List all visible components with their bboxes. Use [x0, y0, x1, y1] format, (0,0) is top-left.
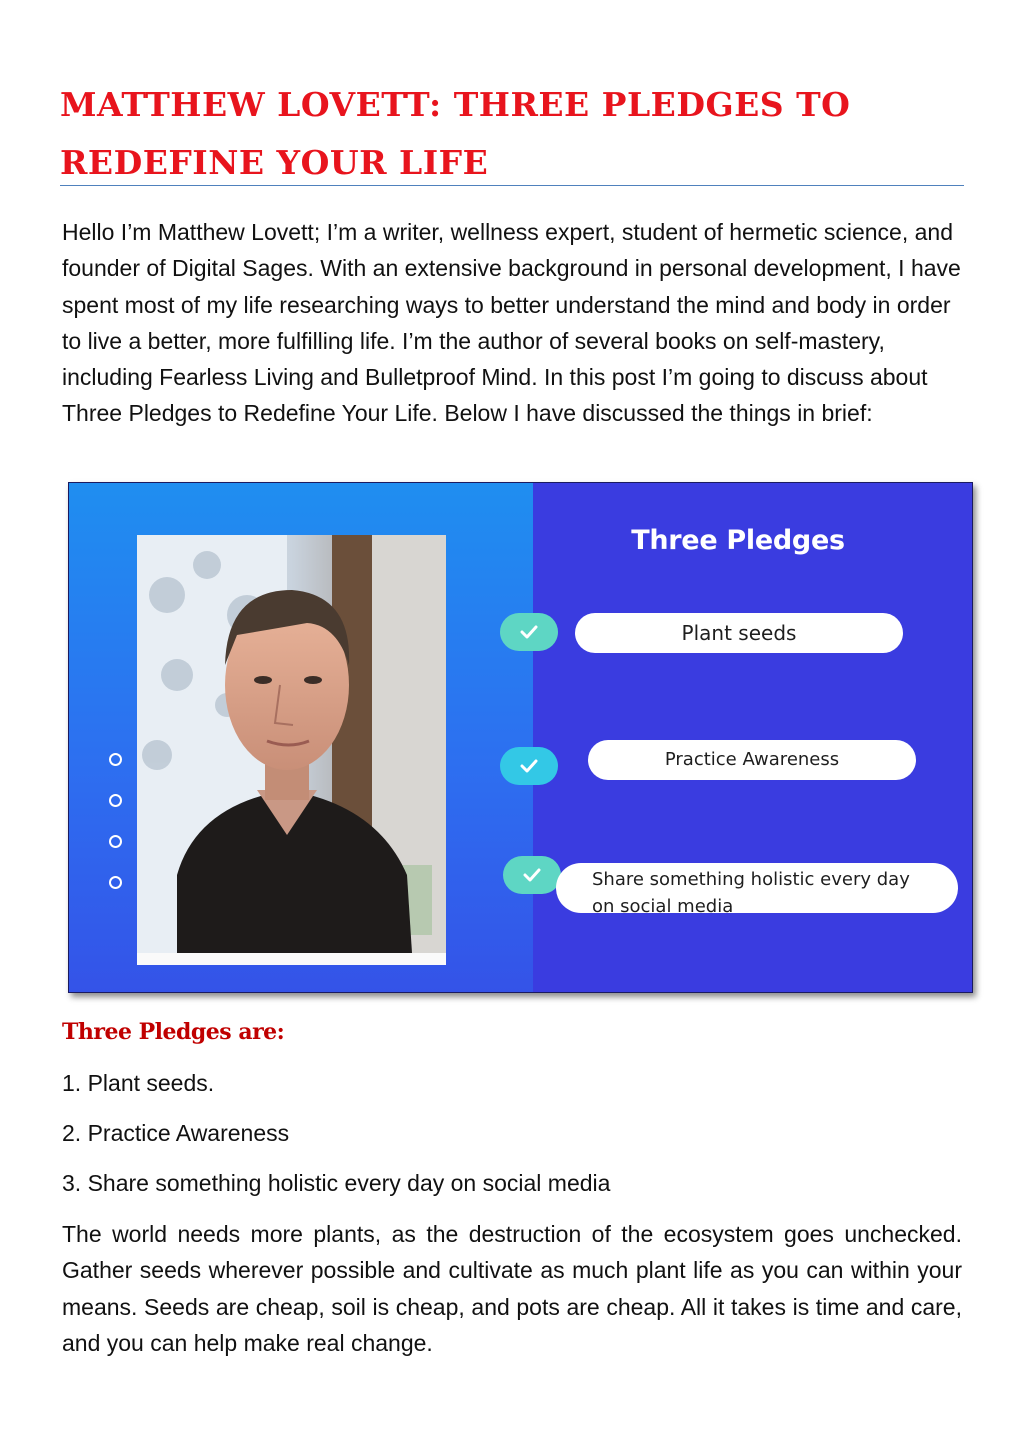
- pledge-pill-3: [556, 863, 958, 917]
- section-heading: Three Pledges are:: [62, 1019, 285, 1045]
- list-item: 1. Plant seeds.: [62, 1070, 215, 1096]
- intro-paragraph: Hello I’m Matthew Lovett; I’m a writer, wellness expert, student of hermetic science, and founder of Digital Sages. With an extensive background in personal development, I have spent most of my life researching ways to better understand the mind and body in order to live a better, more fulfilling life. I’m the author of several books on self-mastery, including Fearless Living and Bulletproof Mind. In this post I’m going to discuss about Three Pledges to Redefine Your Life. Below I have discussed the things in brief:: [62, 219, 961, 427]
- three-pledges-banner: [68, 482, 973, 993]
- pledge-pill-2: [588, 740, 916, 780]
- circle-dot-icon[interactable]: [109, 835, 122, 848]
- pledge-label: Share something holistic every day on social media: [592, 869, 910, 917]
- portrait-photo: [137, 535, 446, 965]
- banner-heading: Three Pledges: [631, 525, 845, 556]
- check-icon: [503, 856, 561, 894]
- list-item: 2. Practice Awareness: [62, 1120, 290, 1146]
- pledge-label: Plant seeds: [681, 621, 797, 645]
- page-title: MATTHEW LOVETT: THREE PLEDGES TO REDEFINE YOUR LIFE: [60, 85, 851, 182]
- check-icon: [500, 747, 558, 785]
- check-icon: [500, 613, 558, 651]
- body-paragraph: The world needs more plants, as the destruction of the ecosystem goes unchecked. Gather seeds wherever possible and cultivate as much plant life as you can within your means. Seeds are cheap, soil is cheap, and pots are cheap. All it takes is time and care, and you can help make real change.: [62, 1221, 962, 1356]
- pledges-list: [62, 1066, 610, 1216]
- circle-dot-icon[interactable]: [109, 876, 122, 889]
- list-item: 3. Share something holistic every day on social media: [62, 1170, 611, 1196]
- pledge-pill-1: [575, 613, 903, 653]
- title-divider: [60, 185, 964, 186]
- banner-left-panel: [69, 483, 533, 992]
- pledge-label: Practice Awareness: [664, 749, 840, 770]
- circle-dot-icon[interactable]: [109, 794, 122, 807]
- circle-dot-icon[interactable]: [109, 753, 122, 766]
